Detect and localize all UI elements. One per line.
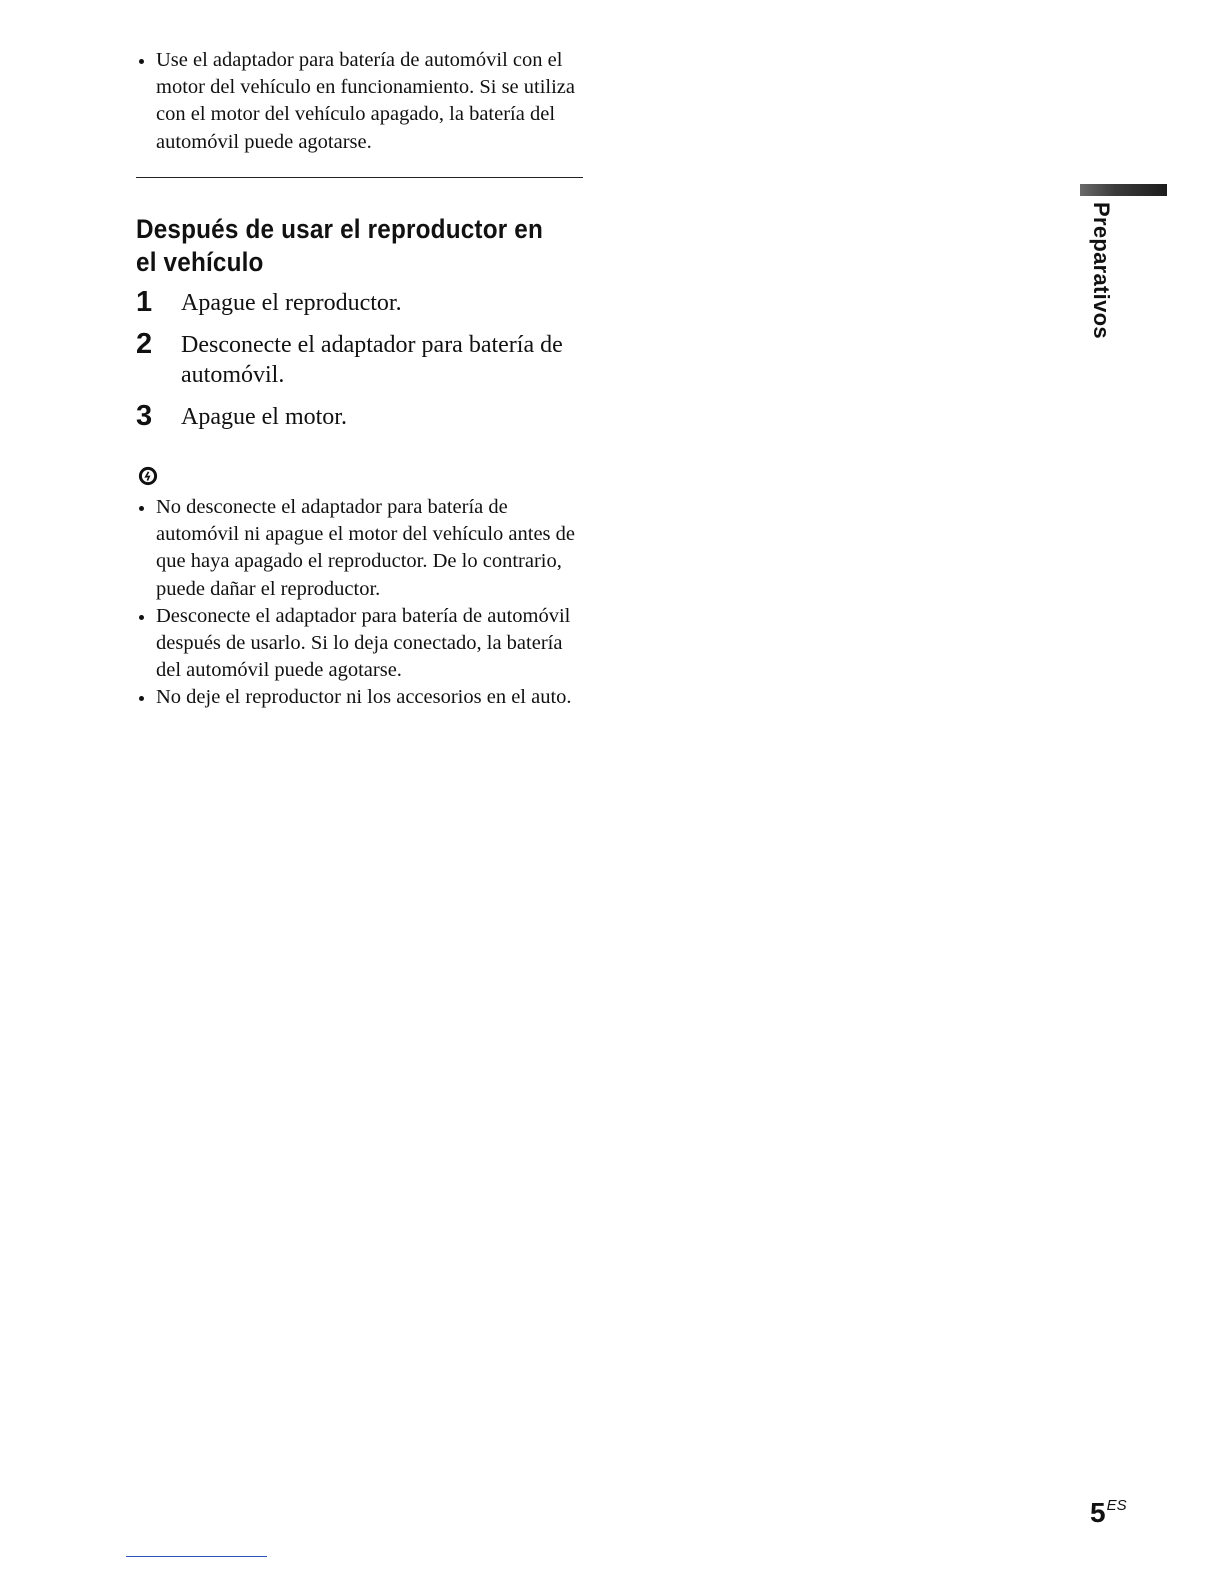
steps-list (136, 288, 606, 444)
section-tab-label: Preparativos (1089, 202, 1114, 339)
step-number: 3 (136, 400, 153, 432)
step-number: 1 (136, 286, 153, 318)
step-item (136, 330, 606, 390)
caution-list (136, 494, 586, 712)
section-tab-marker (1080, 184, 1167, 196)
step-text: Apague el motor. (181, 404, 347, 430)
caution-item: No desconecte el adaptador para batería de automóvil ni apague el motor del vehículo antes de que haya apagado el reproductor. De lo contrario, puede dañar el reproductor. (136, 494, 586, 603)
section-heading: Después de usar el reproductor en el vehículo (136, 214, 544, 277)
step-text: Apague el reproductor. (181, 290, 402, 316)
section-divider (136, 177, 583, 178)
step-item (136, 288, 606, 318)
step-item (136, 402, 606, 432)
caution-item: Desconecte el adaptador para batería de automóvil después de usarlo. Si lo deja conectado, la batería del automóvil puede agotarse. (136, 603, 586, 685)
page-number (1090, 1489, 1127, 1530)
intro-note-item: Use el adaptador para batería de automóvil con el motor del vehículo en funcionamiento. Si se utiliza con el motor del vehículo apagado, la batería del automóvil puede agotarse. (136, 47, 586, 156)
bottom-rule (126, 1556, 267, 1557)
page-language-suffix: ES (1106, 1497, 1127, 1514)
step-text: Desconecte el adaptador para batería de automóvil. (181, 332, 563, 388)
step-number: 2 (136, 328, 153, 360)
page-number-value: 5 (1090, 1497, 1106, 1528)
intro-notes (136, 47, 586, 156)
caution-item: No deje el reproductor ni los accesorios en el auto. (136, 684, 586, 711)
caution-mark-icon (138, 466, 158, 486)
